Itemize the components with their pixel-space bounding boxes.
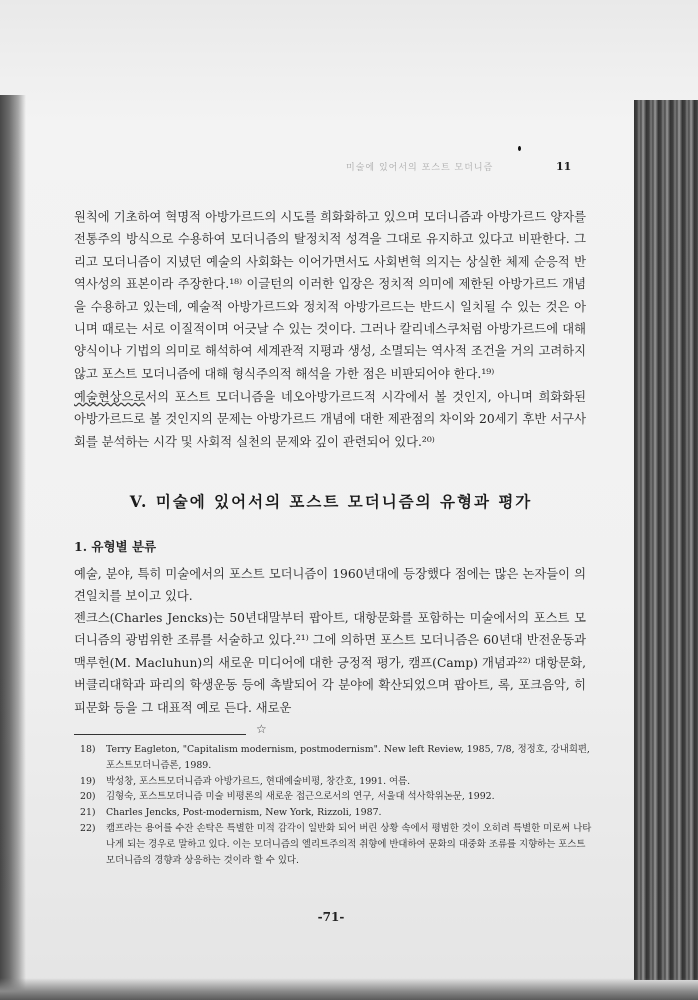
footnote-mark: ☆ xyxy=(256,722,267,736)
paragraph-2-text: 서의 포스트 모더니즘을 네오아방가르드적 시각에서 볼 것인지, 아니며 희화화된 아방가르드로 볼 것인지의 문제는 아방가르드 개념에 대한 제관점의 차이와 20세기 후반 서구사회를 분석하는 시각 및 사회적 실천의 문제와 깊이 관련되어 있다.²⁰⁾ xyxy=(74,390,586,449)
left-scan-shadow xyxy=(0,95,26,1000)
page-number-top: 11 xyxy=(556,160,572,173)
footnote-text: Charles Jencks, Post-modernism, New York, Rizzoli, 1987. xyxy=(106,807,382,819)
body-paragraph-4: 젠크스(Charles Jencks)는 50년대말부터 팝아트, 대항문화를 포함하는 미술에서의 포스트 모더니즘의 광범위한 조류를 서술하고 있다.²¹⁾ 그에 의하면 포스트 모더니즘은 60년대 반전운동과 맥루헌(M. Macluhun)의 새로운 미디어에 대한 긍정적 평가, 캠프(Camp) 개념과²²⁾ 대항문화, 버클리대학과 파리의 학생운동 등에 촉발되어 각 분야에 확산되었으며 팝아트, 록, 포크음악, 히피문화 등을 그 대표적 예로 든다. 새로운 xyxy=(74,611,586,715)
subsection-title: 1. 유형별 분류 xyxy=(74,539,157,554)
footnote-number: 20) xyxy=(80,791,96,803)
right-binding-shadow xyxy=(634,100,698,980)
footnote-number: 19) xyxy=(80,775,96,787)
body-paragraph-1: 원칙에 기초하여 혁명적 아방가르드의 시도를 희화화하고 있으며 모더니즘과 아방가르드 양자를 전통주의 방식으로 수용하여 모더니즘의 탈정치적 성격을 그대로 유지하고 있다고 비판한다. 그리고 모더니즘이 지녔던 예술의 사회화는 이어가면서도 사회변혁 의지는 상실한 체제 순응적 반역사성의 표본이라 주장한다.¹⁸⁾ 이글턴의 이러한 입장은 정치적 의미에 제한된 아방가르드 개념을 수용하고 있는데, 예술적 아방가르드와 정치적 아방가르드는 반드시 일치될 수 있는 것은 아니며 때로는 서로 이질적이며 어긋날 수 있는 것이다. 그러나 칼리네스쿠처럼 아방가르드에 대해 양식이나 기법의 의미로 해석하여 세계관적 지평과 생성, 소멸되는 역사적 조건을 거의 고려하지 않고 포스트 모더니즘에 대해 형식주의적 해석을 가한 점은 비판되어야 한다.¹⁹⁾ xyxy=(74,210,586,381)
body-paragraph-3: 예술, 분야, 특히 미술에서의 포스트 모더니즘이 1960년대에 등장했다 점에는 많은 논자들이 의견일치를 보이고 있다. xyxy=(74,567,586,604)
footnote-number: 18) xyxy=(80,744,96,755)
footnote-number: 21) xyxy=(80,807,96,819)
footnote-item xyxy=(80,821,592,868)
footnote-item xyxy=(80,805,592,821)
underlined-lead: 예술현상으로 xyxy=(74,390,146,404)
footnote-item xyxy=(80,774,592,790)
footnote-item xyxy=(80,789,592,805)
scan-speck xyxy=(518,146,521,151)
footnote-item xyxy=(80,742,592,774)
body-paragraph-2 xyxy=(74,386,586,453)
footnote-text: 박성창, 포스트모더니즘과 아방가르드, 현대예술비평, 창간호, 1991. 여름. xyxy=(106,775,411,787)
footnote-text: Terry Eagleton, "Capitalism modernism, postmodernism". New left Review, 1985, 7/8, 정정호, 강내희편, 포스트모더니즘론, 1989. xyxy=(106,744,590,771)
footnote-text: 김형숙, 포스트모더니즘 미술 비평론의 새로운 접근으로서의 연구, 서울대 석사학위논문, 1992. xyxy=(106,791,495,803)
footnote-divider xyxy=(74,734,246,735)
footnote-number: 22) xyxy=(80,822,96,834)
bottom-scan-shadow xyxy=(0,978,698,1000)
footnotes-list xyxy=(80,742,592,868)
document-page xyxy=(28,0,634,980)
page-number-bottom: -71- xyxy=(317,910,345,924)
running-header: 미술에 있어서의 포스트 모더니즘 xyxy=(346,163,494,173)
section-title: V. 미술에 있어서의 포스트 모더니즘의 유형과 평가 xyxy=(129,492,533,511)
footnote-text: 캠프라는 용어를 수잔 손탁은 특별한 미적 감각이 일반화 되어 버린 상황 속에서 평범한 것이 오히려 특별한 미로써 나타나게 되는 경우로 말하고 있다. 이는 모더니즘의 엘리트주의적 취향에 반대하여 문화의 대중화 조류를 지향하는 포스트 모더니즘의 경향과 상응하는 것이라 할 수 있다. xyxy=(106,822,592,866)
